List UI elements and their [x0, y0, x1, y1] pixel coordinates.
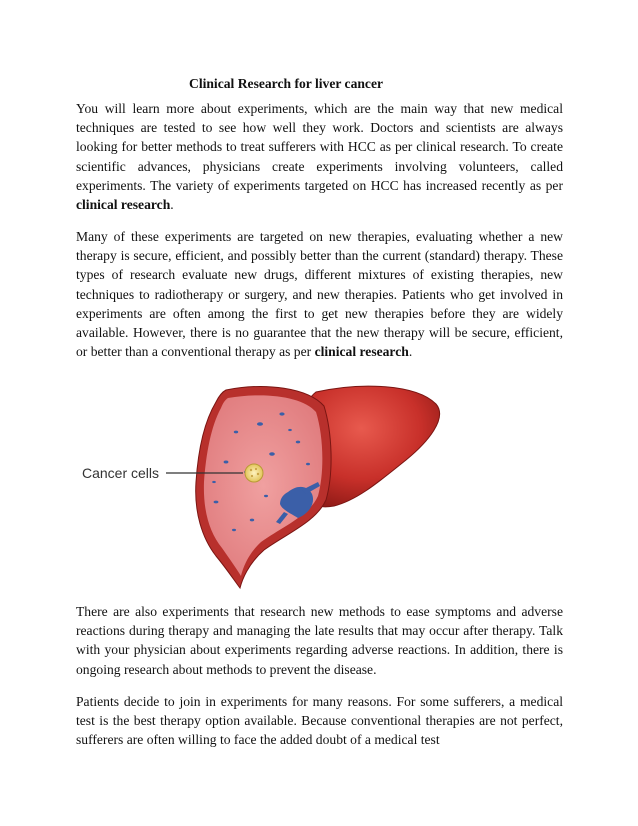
liver-illustration: [76, 372, 466, 594]
text-run: .: [408, 344, 413, 360]
text-run: .: [170, 197, 174, 213]
paragraph-2: [76, 227, 563, 361]
paragraph-1: [76, 99, 563, 214]
cancer-cells-label: Cancer cells: [82, 465, 160, 481]
text-run: There are also experiments that research new methods to ease symptoms and adverse reactions during therapy and managing the late results that may occur after therapy. Talk with your physician about experiments regarding adverse reactions. In addition, there is ongoing research about methods to prevent the disease.: [76, 604, 563, 677]
document-title: Clinical Research for liver cancer: [189, 76, 384, 91]
paragraph-3: [76, 602, 563, 679]
text-run: You will learn more about experiments, which are the main way that new medical techniques are tested to see how well they work. Doctors and scientists are always looking for better methods to treat sufferers with HCC as per clinical research. To create scientific advances, physicians create experiments involving volunteers, called experiments. The variety of experiments targeted on HCC has increased recently as per: [76, 101, 563, 193]
bold-phrase: clinical research: [314, 344, 409, 360]
text-run: Patients decide to join in experiments for many reasons. For some sufferers, a medical test is the best therapy option available. Because conventional therapies are not perfect, sufferers are often willing to face the added doubt of a medical test: [76, 694, 563, 748]
text-run: Many of these experiments are targeted on new therapies, evaluating whether a new therapy is secure, efficient, and possibly better than the current (standard) therapy. These types of research evaluate new drugs, different mixtures of existing therapies, new techniques to radiotherapy or surgery, and new therapies. Patients who get involved in experiments are often among the first to get new therapies before they are widely available. However, there is no guarantee that the new therapy will be secure, efficient, or better than a conventional therapy as per: [76, 229, 563, 360]
paragraph-4: [76, 692, 563, 750]
tumor-nodule: [245, 464, 263, 482]
bold-phrase: clinical research: [76, 197, 171, 213]
